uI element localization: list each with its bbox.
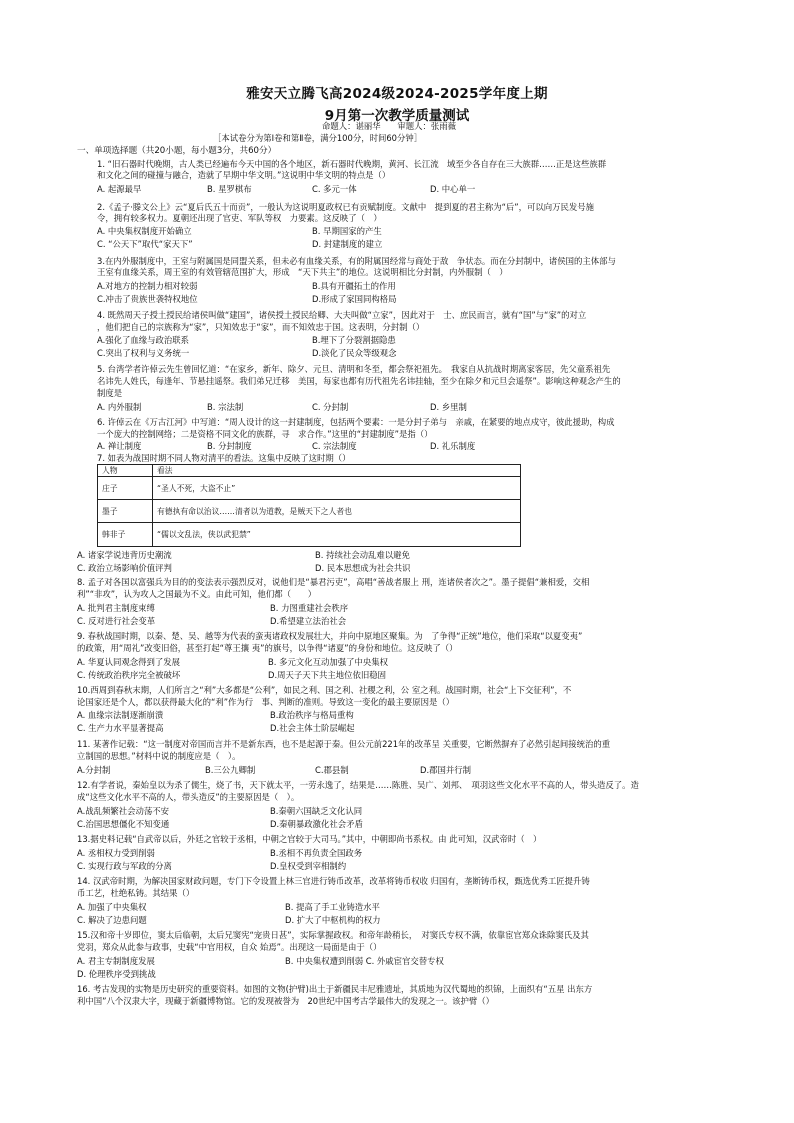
exam-title-school: 雅安天立腾飞高2024级2024-2025学年度上期	[246, 86, 548, 102]
table-header-row	[98, 465, 521, 477]
question-text: 王室有血缘关系，周王室的有效管辖范围扩大，形成 “天下共主”的地位。这说明相比分封制，内外服制（ ）	[97, 267, 508, 277]
option-b: B.丞相不再负责全国政务	[270, 848, 363, 858]
option-d: D.形成了家国同构格局	[312, 294, 397, 304]
question-text: 令，拥有较多权力。夏朝还出现了官吏、军队等权 力要素。这反映了（ ）	[97, 213, 382, 223]
question-text: 名讳先人姓氏，每逢年、节悬挂遥祭。我们弟兄迁移 美国，每家也都有历代祖先名讳挂轴，至少在除夕和元旦会遥祭”。影响这种观念产生的	[97, 376, 621, 386]
exam-info: ［本试卷分为第Ⅰ卷和第Ⅱ卷，满分100分，时间60分钟］	[213, 133, 423, 143]
option-d: D. 礼乐制度	[430, 441, 476, 451]
option-c: C. “公天下”取代“家天下”	[97, 239, 193, 249]
question-text: 利中国”八个汉隶大字，现藏于新疆博物馆。它的发现被誉为 20世纪中国考古学最伟大的发现之一。该护臂（）	[77, 996, 494, 1006]
question-text: 制度是	[97, 388, 123, 398]
option-a: A.战乱频繁社会动荡不安	[77, 806, 169, 816]
option-c: C. 传统政治秩序完全被破坏	[77, 670, 181, 680]
option-b: B.埋下了分裂割据隐患	[312, 335, 396, 345]
option-b: B.秦朝六国缺乏文化认同	[270, 806, 363, 816]
question-text: 和文化之间的碰撞与融合，造就了早期中华文明。”这说明中华文明的特点是（）	[97, 170, 391, 180]
exam-authors: 命题人：谌丽华 审题人：张雨薇	[322, 121, 456, 131]
question-text: 4. 既然周天子授土授民给诸侯叫做“建国”，诸侯授土授民给卿、大夫叫做“立家”，因此对于 士、庶民而言，就有“国”与“家”的对立	[97, 310, 587, 320]
option-a: A.对地方的控制力相对较弱	[97, 281, 198, 291]
option-c: C.冲击了贵族世袭特权地位	[97, 294, 198, 304]
question-text: 14. 汉武帝时期，为解决国家财政问题，专门下令设置上林三官进行铸币改革，改革将铸币权收 归国有，垄断铸币权，甄选优秀工匠提升铸	[77, 876, 590, 886]
question-text: 论国家还是个人，都以获得最大化的“利”作为行 事、判断的准则。导致这一变化的最主要原因是（）	[77, 697, 455, 707]
table-cell-person: 墨子	[98, 500, 153, 523]
question-text: ，他们把自己的宗族称为“家”，只知效忠于“家”，而不知效忠于国。这表明，分封制（）	[97, 322, 425, 332]
question-text: 6. 许倬云在《万古江河》中写道：“周人设计的这一封建制度，包括两个要素：一是分封子弟与 亲戚，在紧要的地点戍守，彼此援助，构成	[97, 417, 615, 427]
section-title: 一、单项选择题（共20小题，每小题3分，共60分）	[77, 146, 277, 156]
option-a: A. 中央集权制度开始确立	[97, 226, 192, 236]
table-header-cell: 看法	[153, 465, 521, 477]
option-a: A. 禅让制度	[97, 441, 142, 451]
question-text: 11. 某著作记载：“这一制度对帝国而言并不是新东西，也不是起源于秦。但公元前221年的改革呈 关重要，它断然摒弃了必然引起间接统治的重	[77, 739, 611, 749]
option-c: C. 多元一体	[312, 184, 357, 194]
option-b: B. 早期国家的产生	[312, 226, 382, 236]
option-d: D. 伦理秩序受到挑战	[77, 969, 156, 979]
option-d: D. 封建制度的建立	[312, 239, 383, 249]
question-text: 10.西周到春秋末期，人们所言之“利”大多都是“公利”，如民之利、国之利、社稷之利，公 室之利。战国时期，社会“上下交征利”，不	[77, 685, 572, 695]
question-text: 13.据史料记载“自武帝以后，外廷之官较于丞相，中朝之官较于大司马。”其中，中朝即尚书系权。由 此可知，汉武帝时（ ）	[77, 834, 542, 844]
table-cell-view: 有德执有命以治议……清者以为道教，是贼天下之人者也	[153, 500, 521, 523]
option-d: D. 扩大了中枢机构的权力	[285, 915, 381, 925]
option-c: C. 生产力水平显著提高	[77, 723, 164, 733]
option-b: B. 分封制度	[207, 441, 252, 451]
option-b: B. 多元文化互动加强了中央集权	[268, 657, 388, 667]
option-d: D.淡化了民众等级观念	[312, 348, 397, 358]
question-text: 9. 春秋战国时期，以秦、楚、吴、越等为代表的蛮夷诸政权发展壮大，并向中原地区聚集。为 了争得“正统”地位，他们采取“以夏变夷”	[77, 631, 583, 641]
option-b: B. 提高了手工业铸造水平	[285, 902, 380, 912]
question-text: 15.汉和帝十岁即位，窦太后临朝，太后兄窦宪“宠贵日甚”，实际掌握政权。和帝年龄稍长， 对窦氏专权不满，依靠宦官郑众诛除窦氏及其	[77, 930, 589, 940]
question-text: 立制国的思想。”材料中说的制度应是（ ）。	[77, 751, 241, 761]
option-c: C. 反对进行社会变革	[77, 616, 156, 626]
table-row	[98, 523, 521, 546]
question-text: 2.《孟子·滕文公上》云“夏后氏五十而贡”，一般认为这说明夏政权已有贡赋制度。文献中 提到夏的君主称为“后”，可以向万民发号施	[97, 202, 595, 212]
question-text: 的政策，用“周礼”改变旧俗，甚至打起“尊王攘 夷”的旗号，以争得“诸夏”的身份和地位。这反映了（）	[77, 643, 458, 653]
option-c: C. 实现行政与军政的分离	[77, 861, 172, 871]
question-text: 5. 台湾学者许倬云先生曾回忆道：“在家乡，新年、除夕、元旦、清明和冬至，都会祭祀祖先。 我家自从抗战时期离家客居，先父童系祖先	[97, 364, 611, 374]
option-b: B. 力图重建社会秩序	[270, 603, 349, 613]
option-c: C.治国思想僵化不知变通	[77, 819, 170, 829]
option-d: D. 民本思想成为社会共识	[315, 563, 411, 573]
option-d: D.郡国并行制	[420, 765, 471, 775]
option-d: D.周天子天下共主地位依旧稳固	[268, 670, 386, 680]
viewpoints-table	[97, 464, 521, 547]
question-text: 1. “旧石器时代晚期，古人类已经遍布今天中国的各个地区，新石器时代晚期，黄河、长江流 域至少各自存在三大族群……正是这些族群	[97, 159, 607, 169]
option-a: A. 君主专制制度发展	[77, 956, 155, 966]
option-a: A.强化了血缘与政治联系	[97, 335, 189, 345]
option-a: A. 丞相权力受到削弱	[77, 848, 155, 858]
question-text: 利”“非攻”，认为攻人之国最为不义。由此可知，他们都（ ）	[77, 589, 317, 599]
option-a: A. 血缘宗法制逐渐崩溃	[77, 710, 164, 720]
table-row	[98, 500, 521, 523]
question-text: 8. 孟子对各国以富强兵为目的的变法表示强烈反对，说他们是“暴君污吏”，高唱“善战者服上 刑，连诸侯者次之”。墨子提倡“兼相爱，交相	[77, 577, 590, 587]
question-text: 16. 考古发现的实物是历史研究的重要资料。如图的文物(护臂)出土于新疆民丰尼雅遗址，其质地为汉代蜀地的织锦，上面织有“五星 出东方	[77, 984, 593, 994]
exam-title-test: 9月第一次教学质量测试	[324, 108, 470, 124]
table-header-cell: 人物	[98, 465, 153, 477]
option-a: A. 诸家学说违背历史潮流	[77, 550, 172, 560]
question-text: 党羽，郑众从此参与政事，史载“中官用权，自众 始焉”。出现这一局面是由于（）	[77, 942, 382, 952]
option-b: B. 持续社会动乱难以避免	[315, 550, 410, 560]
table-cell-view: “圣人不死，大盗不止”	[153, 477, 521, 500]
option-c: C.突出了权利与义务统一	[97, 348, 190, 358]
option-c: C. 解决了边患问题	[77, 915, 147, 925]
question-text: 一个庞大的控制网络；二是资格不同文化的族群，寻 求合作。”这里的“封建制度”是指（）	[97, 429, 433, 439]
option-a: A.分封制	[77, 765, 111, 775]
option-a: A. 批判君主制度束缚	[77, 603, 155, 613]
table-cell-person: 庄子	[98, 477, 153, 500]
option-a: A. 起源最早	[97, 184, 142, 194]
option-d: D. 中心单一	[430, 184, 476, 194]
option-c: C. 宗法制度	[312, 441, 357, 451]
option-a: A. 内外服制	[97, 402, 142, 412]
question-text: 7. 如表为战国时期不同人物对清平的看法。这集中反映了这时期（）	[97, 453, 351, 463]
question-text: 币工艺，杜绝私铸。其结果（）	[77, 888, 195, 898]
table-row	[98, 477, 521, 500]
option-d: D.希望建立法治社会	[270, 616, 347, 626]
option-b: B. 星罗棋布	[207, 184, 252, 194]
option-b: B. 中央集权遭到削弱 C. 外戚宦官交替专权	[285, 956, 444, 966]
option-a: A. 华夏认同观念得到了发展	[77, 657, 181, 667]
question-text: 成“这些文化水平不高的人，带头造反”的主要原因是（ ）。	[77, 792, 300, 802]
option-c: C.郡县制	[315, 765, 349, 775]
option-c: C. 分封制	[312, 402, 349, 412]
option-d: D.社会主体士阶层崛起	[270, 723, 355, 733]
question-text: 3.在内外服制度中，王室与附属国是同盟关系，但未必有血缘关系，有的附属国经常与商处于敌 争状态。而在分封制中，诸侯国的主体部与	[97, 256, 616, 266]
option-b: B.政治秩序与格局重构	[270, 710, 354, 720]
option-b: B. 宗法制	[207, 402, 244, 412]
option-b: B.三公九卿制	[205, 765, 256, 775]
option-b: B.具有开疆拓土的作用	[312, 281, 396, 291]
option-d: D.皇权受到宰相制约	[270, 861, 347, 871]
option-d: D. 乡里制	[430, 402, 467, 412]
table-cell-person: 韩非子	[98, 523, 153, 546]
option-c: C. 政治立场影响价值评判	[77, 563, 172, 573]
table-cell-view: “儒以文乱法，侠以武犯禁”	[153, 523, 521, 546]
option-d: D.秦朝暴政激化社会矛盾	[270, 819, 363, 829]
option-a: A. 加强了中央集权	[77, 902, 147, 912]
question-text: 12.有学者说，秦始皇以为杀了儒生，烧了书，天下就太平，一劳永逸了，结果是……陈胜、吴广、刘邦、 项羽这些文化水平不高的人，带头造反了。造	[77, 780, 639, 790]
